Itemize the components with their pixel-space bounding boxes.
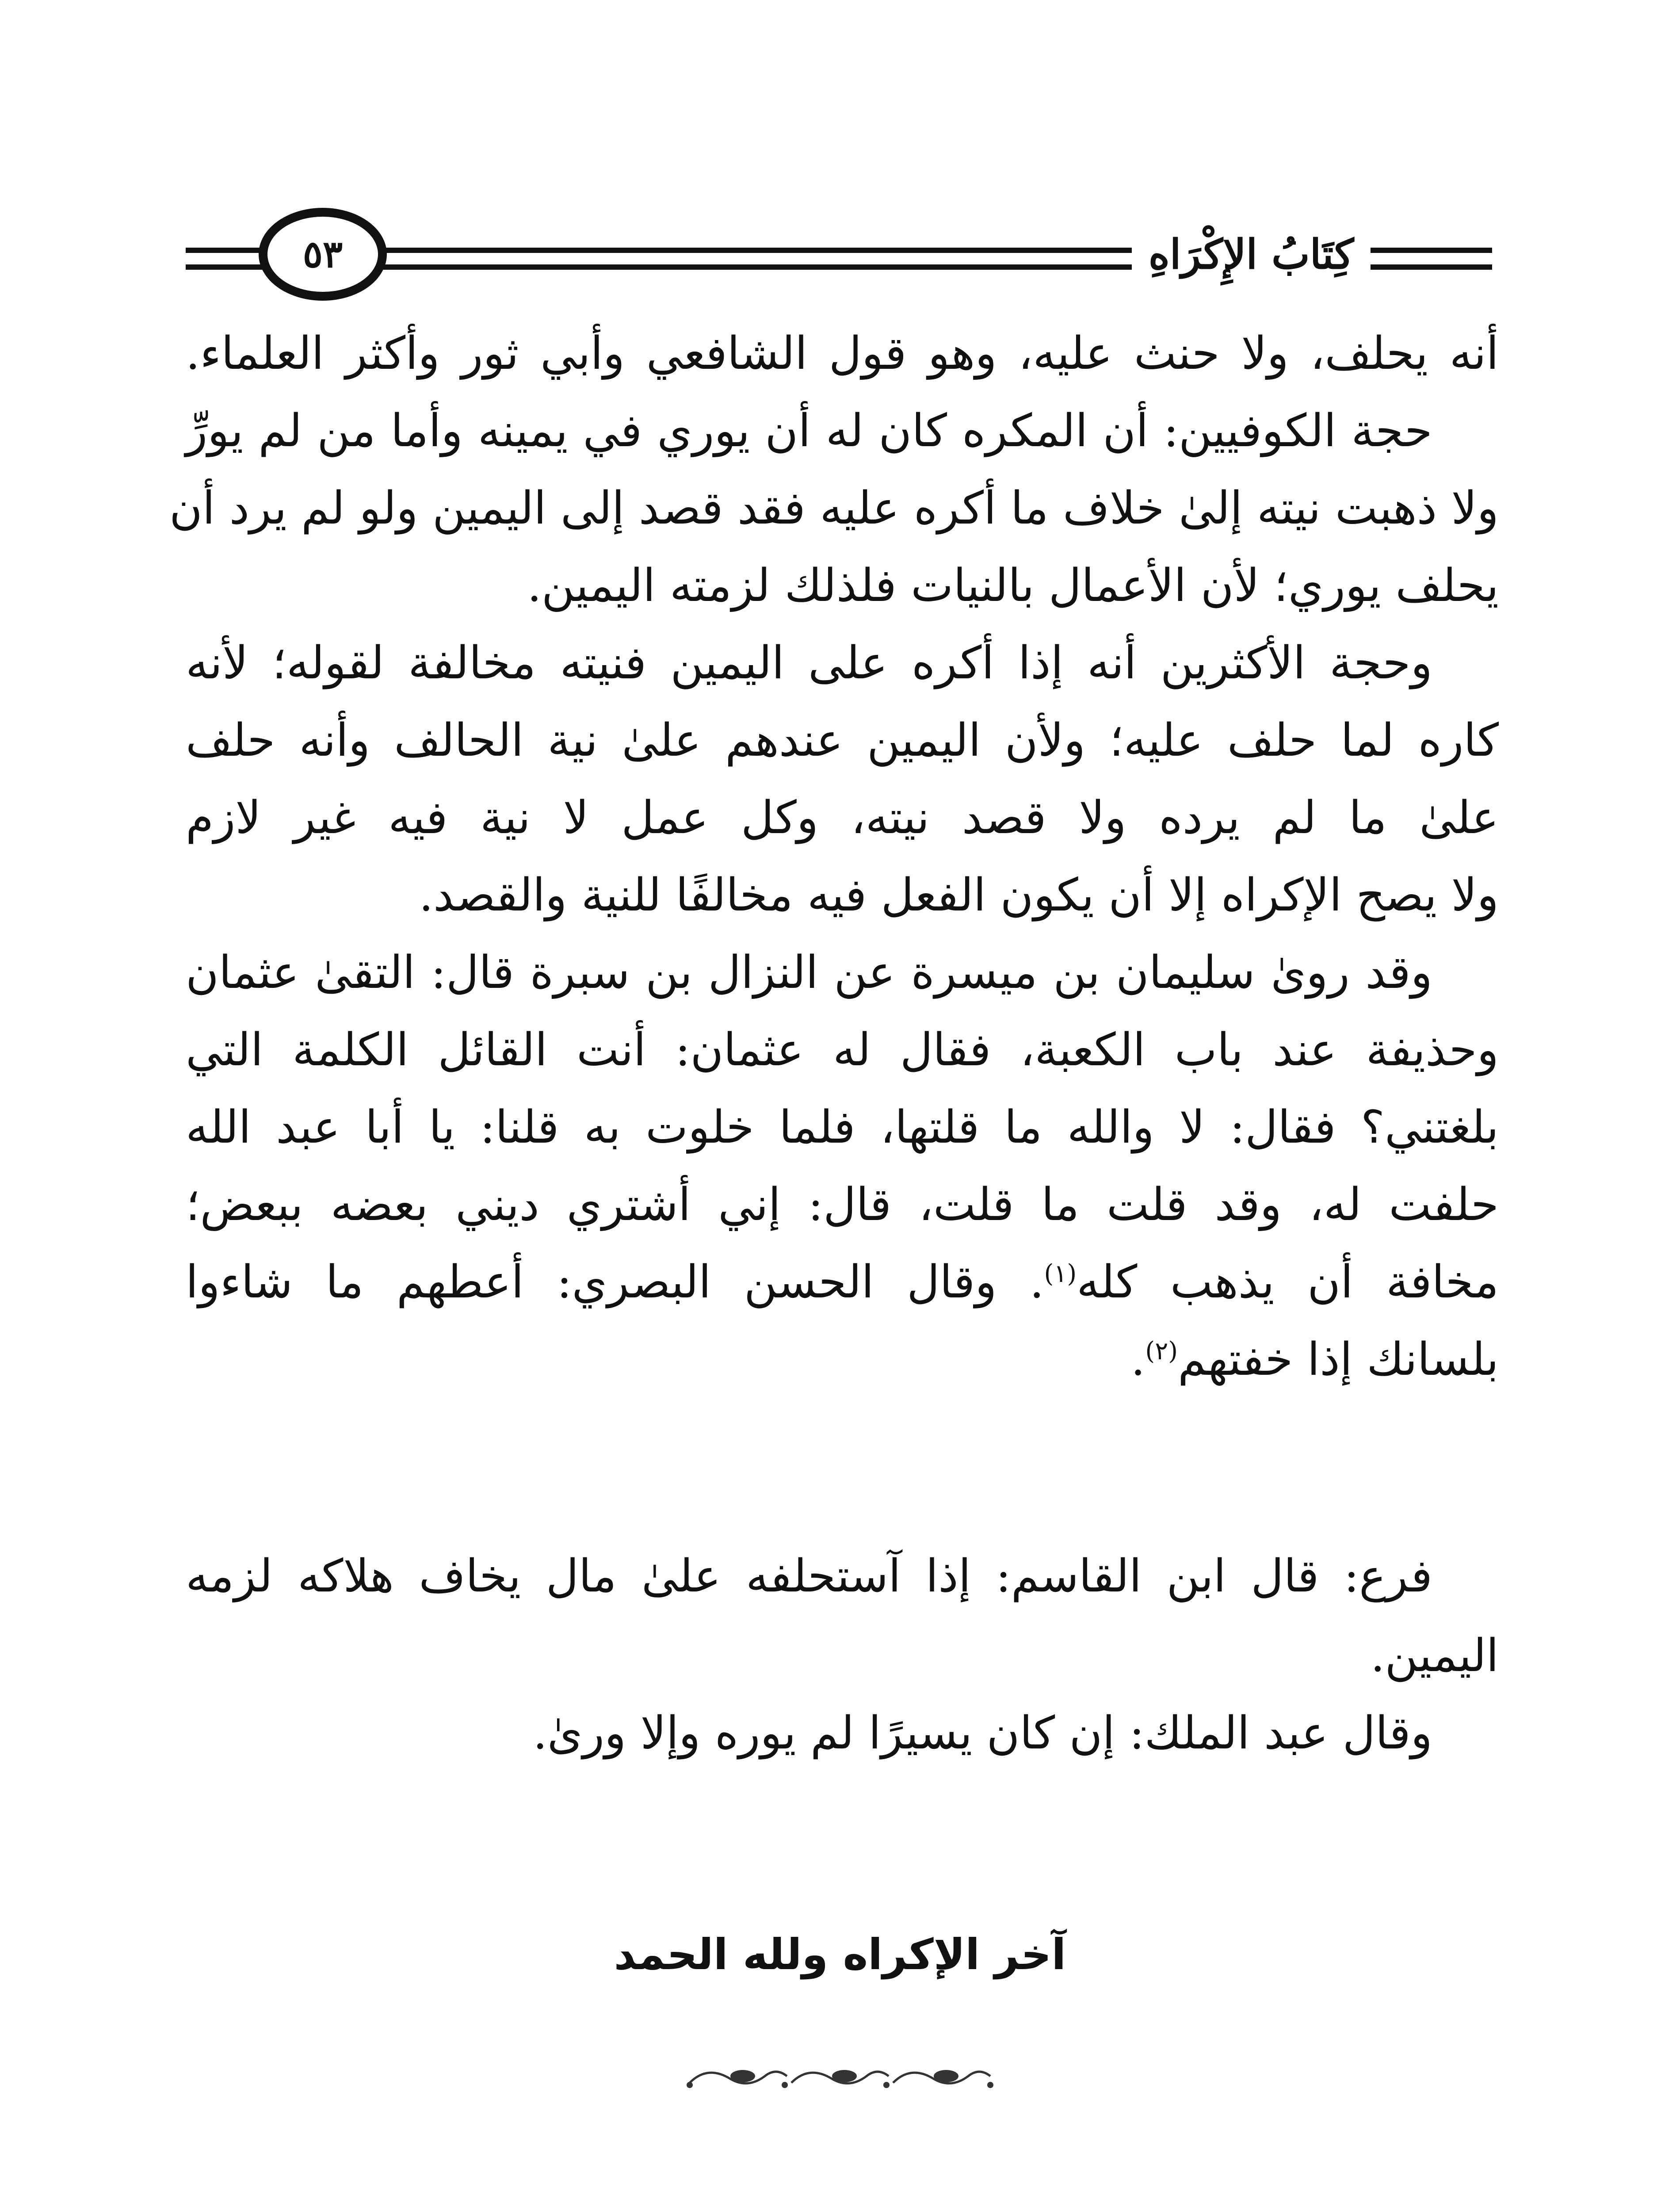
text-line: وحذيفة عند باب الكعبة، فقال له عثمان: أنت القائل الكلمة التي	[186, 1024, 1499, 1076]
header-rule	[1371, 248, 1492, 253]
text-segment: مخافة أن يذهب كله	[1077, 1256, 1499, 1308]
text-line: أنه يحلف، ولا حنث عليه، وهو قول الشافعي وأبي ثور وأكثر العلماء.	[186, 327, 1499, 380]
text-line: بلغتني؟ فقال: لا والله ما قلتها، فلما خلوت به قلنا: يا أبا عبد الله	[186, 1101, 1499, 1154]
text-line	[186, 1249, 1499, 1316]
header-rule	[380, 264, 1132, 270]
text-line: فرع: قال ابن القاسم: إذا آستحلفه علىٰ مال يخاف هلاكه لزمه	[186, 1550, 1433, 1603]
text-line: ولا ذهبت نيته إلىٰ خلاف ما أكره عليه فقد قصد إلى اليمين ولو لم يرد أن	[169, 482, 1499, 535]
header-rule	[1371, 264, 1492, 270]
closing-title: آخر الإكراه ولله الحمد	[614, 1930, 1066, 1979]
text-segment: . وقال الحسن البصري: أعطهم ما شاءوا	[186, 1256, 1044, 1308]
footnote-ref: (٢)	[1145, 1337, 1178, 1366]
text-line: وقد روىٰ سليمان بن ميسرة عن النزال بن سبرة قال: التقىٰ عثمان	[186, 946, 1432, 999]
text-segment: بلسانك إذا خفتهم	[1178, 1333, 1499, 1386]
text-line: كاره لما حلف عليه؛ ولأن اليمين عندهم علىٰ نية الحالف وأنه حلف	[186, 714, 1499, 767]
running-title: كِتَابُ الإِكْرَاهِ	[1148, 230, 1354, 278]
text-line: يحلف يوري؛ لأن الأعمال بالنيات فلذلك لزمته اليمين.	[527, 559, 1499, 612]
text-line	[186, 1327, 1499, 1393]
page-number: ٥٣	[302, 232, 343, 276]
footnote-ref: (١)	[1044, 1259, 1077, 1288]
text-line: علىٰ ما لم يرده ولا قصد نيته، وكل عمل لا نية فيه غير لازم	[186, 792, 1499, 844]
text-line: ولا يصح الإكراه إلا أن يكون الفعل فيه مخالفًا للنية والقصد.	[419, 869, 1499, 922]
ornament-divider	[681, 2052, 999, 2100]
text-line: حجة الكوفيين: أن المكره كان له أن يوري في يمينه وأما من لم يورِّ	[186, 405, 1432, 457]
text-line: حلفت له، وقد قلت ما قلت، قال: إني أشتري ديني بعضه ببعض؛	[186, 1178, 1499, 1231]
text-line: اليمين.	[1370, 1630, 1499, 1682]
page-number-oval	[259, 208, 387, 301]
text-line: وحجة الأكثرين أنه إذا أكره على اليمين فنيته مخالفة لقوله؛ لأنه	[186, 637, 1432, 689]
text-segment: .	[1130, 1333, 1145, 1386]
text-line: وقال عبد الملك: إن كان يسيرًا لم يوره وإلا ورىٰ.	[533, 1707, 1432, 1760]
header-rule	[380, 248, 1132, 253]
